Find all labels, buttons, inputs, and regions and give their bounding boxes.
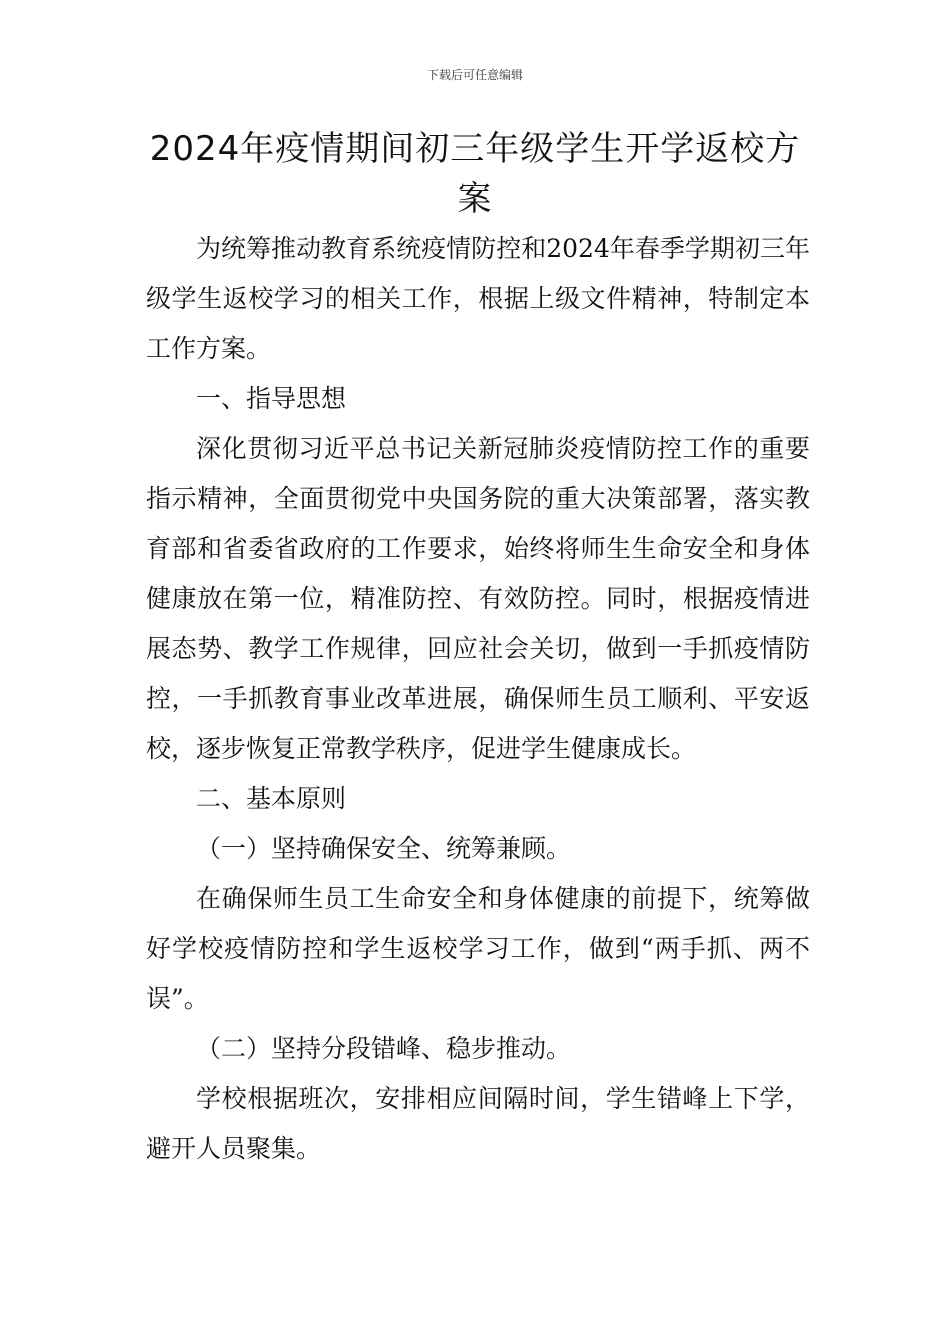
document-title: 2024年疫情期间初三年级学生开学返校方案 [149,129,801,219]
paragraph-principle-1: 在确保师生员工生命安全和身体健康的前提下，统筹做好学校疫情防控和学生返校学习工作，做到“两手抓、两不误”。 [146,884,810,1013]
paragraph-principle-2: 学校根据班次，安排相应间隔时间，学生错峰上下学，避开人员聚集。 [146,1084,810,1163]
subheading-principle-2: （二）坚持分段错峰、稳步推动。 [196,1034,572,1063]
document-body [146,224,810,1174]
header-note: 下载后可任意编辑 [426,68,523,82]
section-heading-basic-principles: 二、基本原则 [196,784,347,813]
paragraph-guiding-ideology: 深化贯彻习近平总书记关新冠肺炎疫情防控工作的重要指示精神，全面贯彻党中央国务院的重大决策部署，落实教育部和省委省政府的工作要求，始终将师生生命安全和身体健康放在第一位，精准防控、有效防控。同时，根据疫情进展态势、教学工作规律，回应社会关切，做到一手抓疫情防控，一手抓教育事业改革进展，确保师生员工顺利、平安返校，逐步恢复正常教学秩序，促进学生健康成长。 [146,434,810,763]
paragraph-intro: 为统筹推动教育系统疫情防控和2024年春季学期初三年级学生返校学习的相关工作，根据上级文件精神，特制定本工作方案。 [146,234,810,363]
section-heading-guiding-ideology: 一、指导思想 [196,384,347,413]
subheading-principle-1: （一）坚持确保安全、统筹兼顾。 [196,834,572,863]
